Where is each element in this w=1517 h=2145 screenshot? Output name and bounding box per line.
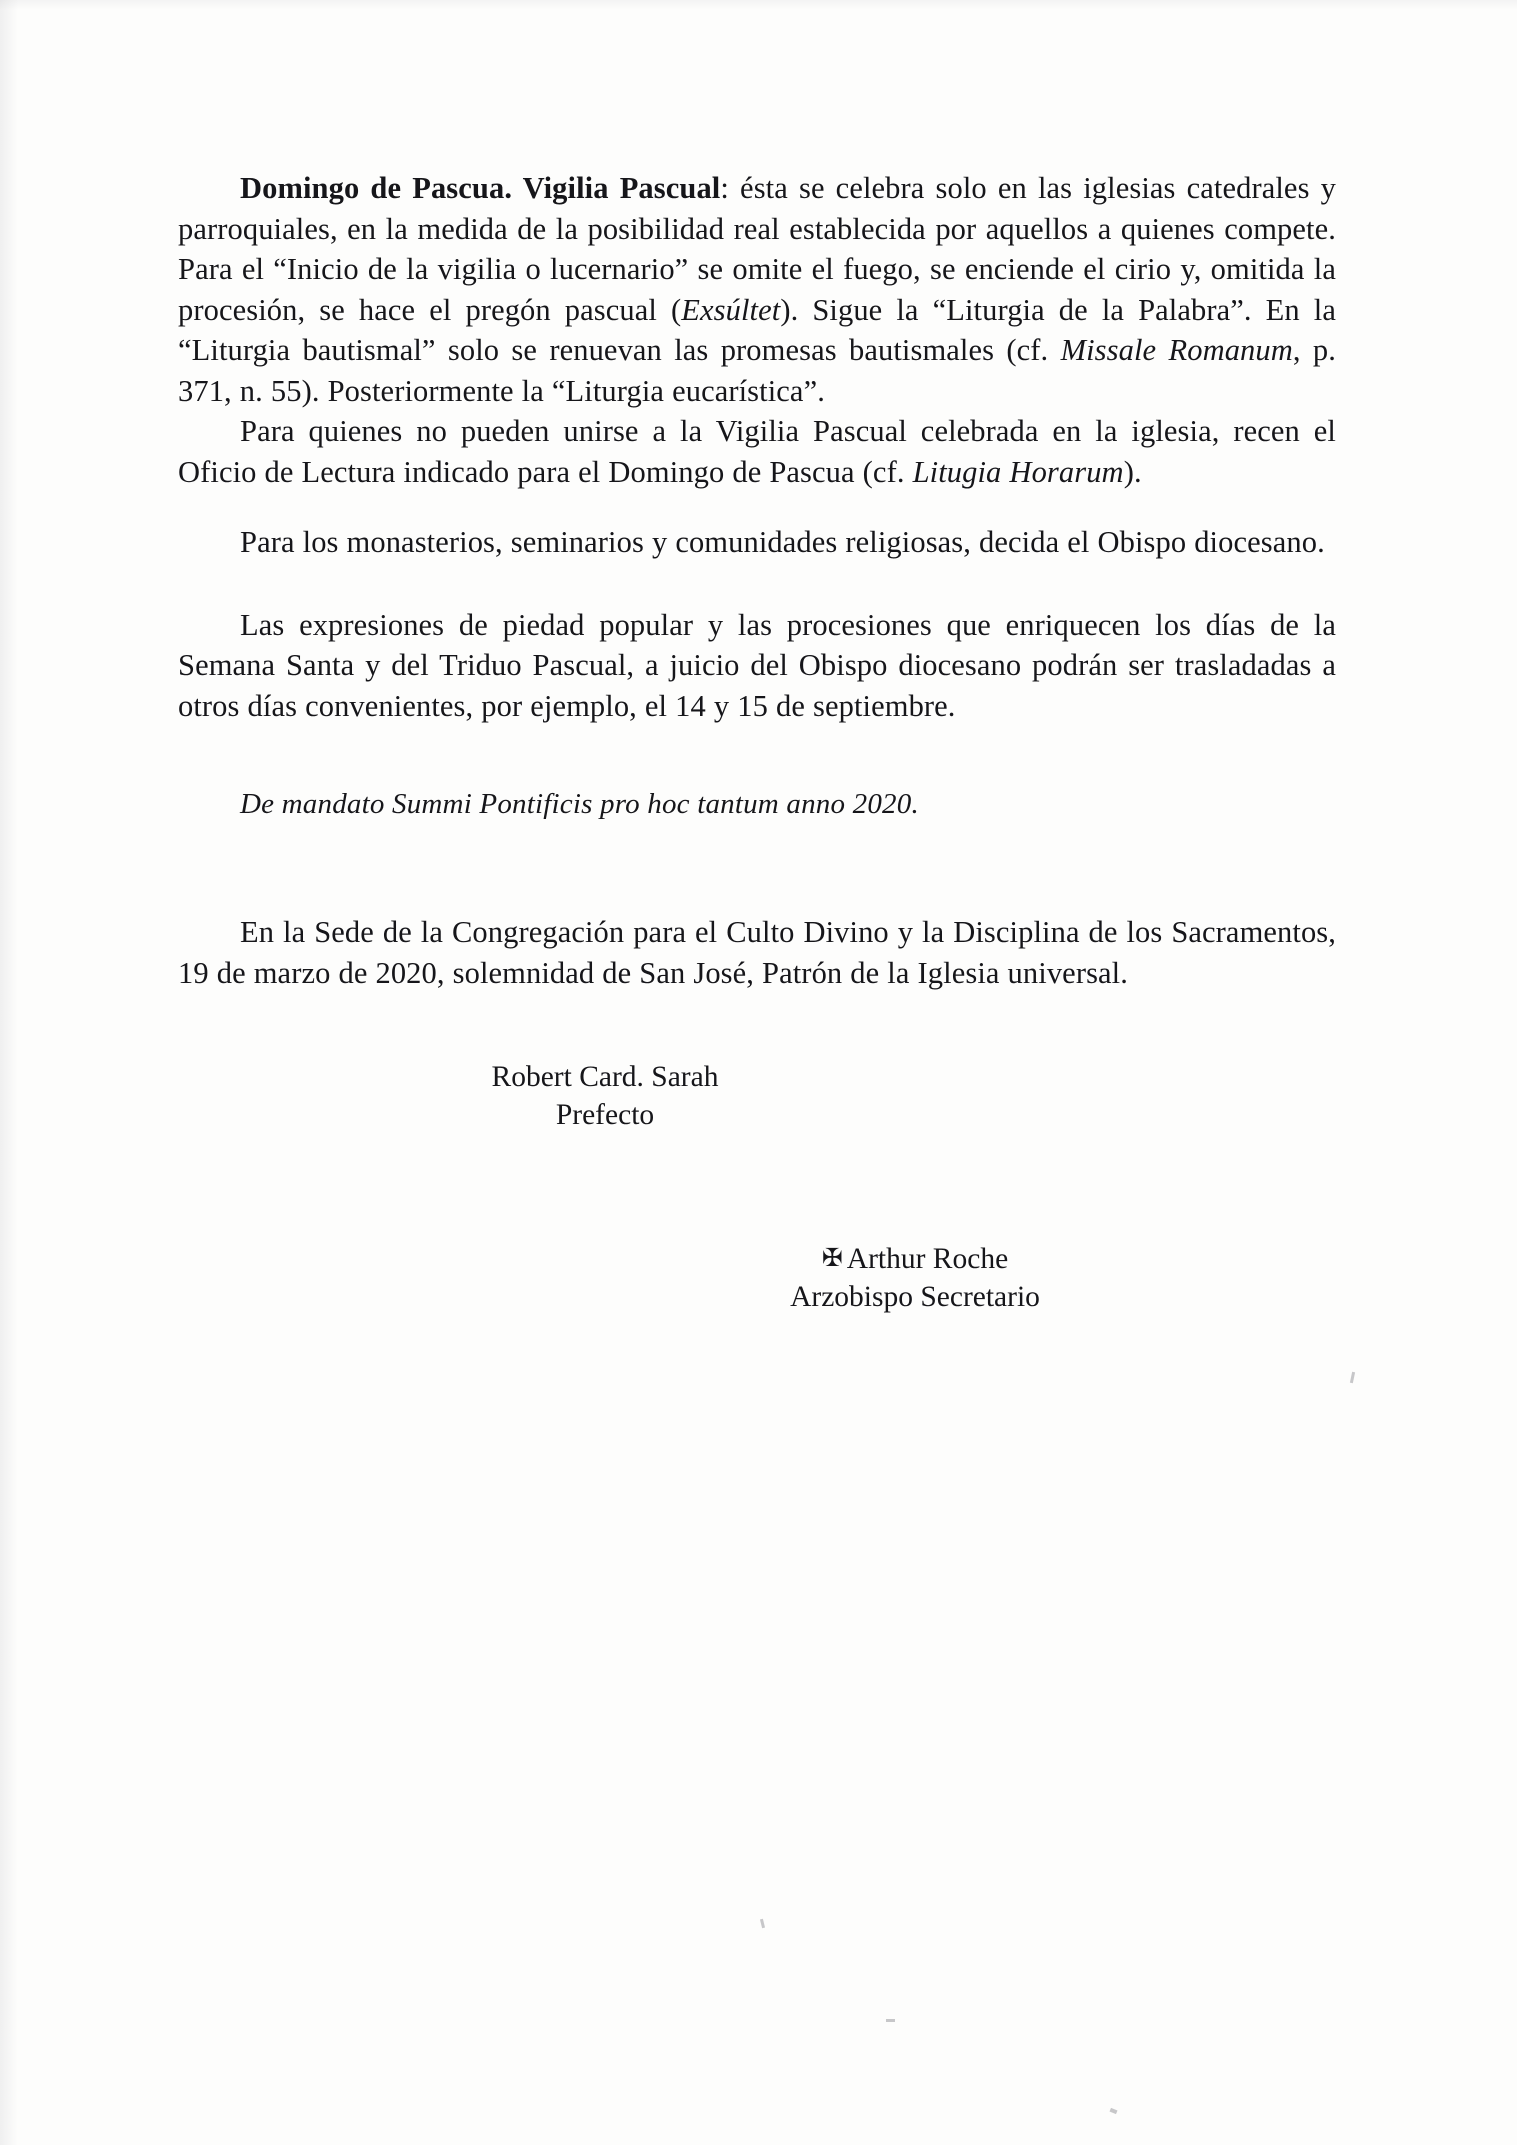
scan-speck — [886, 2019, 895, 2022]
paragraph-vigilia-no-unirse — [178, 411, 1336, 492]
citation-exsultet: Exsúltet — [681, 292, 781, 327]
paragraph-piedad-popular: Las expresiones de piedad popular y las procesiones que enriquecen los días de la Semana Santa y del Triduo Pascual, a juicio del Obispo diocesano podrán ser trasladadas a otros días convenientes, por ejemplo, el 14 y 15 de septiembre. — [178, 607, 1336, 723]
scan-speck — [1350, 1372, 1355, 1383]
citation-missale-romanum: Missale Romanum — [1060, 333, 1293, 367]
signature-secretary-name: Arthur Roche — [846, 1243, 1009, 1275]
paragraph-monasterios: Para los monasterios, seminarios y comunidades religiosas, decida el Obispo diocesano. — [240, 525, 1325, 559]
mandate-line: De mandato Summi Pontificis pro hoc tantum anno 2020. — [240, 788, 919, 820]
paragraph-text-1c: , p. 371, n. 55). Posteriormente la “Liturgia eucarística”. — [178, 333, 1336, 408]
document-body — [178, 168, 1336, 993]
signature-secretary — [700, 1240, 1130, 1316]
paragraph-domingo-de-pascua — [178, 168, 1336, 411]
paragraph-text-1a: : ésta se celebra solo en las iglesias catedrales y parroquiales, en la medida de la posibilidad real establecida por aquellos a quienes compete. Para el “Inicio de la vigilia o lucernario” se omite el fuego, se enciende el cirio y, omitida la procesión, se hace el pregón pascual ( — [178, 171, 1336, 327]
signature-secretary-title: Arzobispo Secretario — [790, 1281, 1040, 1313]
paragraph-closing-place-date: En la Sede de la Congregación para el Culto Divino y la Disciplina de los Sacramentos, 19 de marzo de 2020, solemnidad de San José, Patrón de la Iglesia universal. — [178, 915, 1336, 990]
paragraph-text-1b: ). Sigue la “Liturgia de la Palabra”. En la “Liturgia bautismal” solo se renuevan las promesas bautismales (cf. — [178, 292, 1336, 367]
scan-speck — [760, 1919, 765, 1928]
spacer — [178, 824, 1336, 882]
signature-secretary-name-line — [700, 1240, 1130, 1278]
paragraph-lead-bold: Domingo de Pascua. Vigilia Pascual — [240, 171, 721, 205]
signature-prefect-name: Robert Card. Sarah — [491, 1061, 719, 1093]
signature-prefect — [430, 1058, 780, 1134]
spacer — [178, 726, 1336, 784]
scan-edge-shadow-left — [0, 0, 18, 2145]
maltese-cross-icon: ✠ — [821, 1243, 843, 1272]
citation-litugia-horarum: Litugia Horarum — [912, 454, 1124, 489]
scan-edge-shadow-top — [0, 0, 1517, 10]
paragraph-text-2b: ). — [1123, 454, 1142, 489]
spacer — [178, 563, 1336, 605]
spacer — [178, 882, 1336, 912]
spacer — [178, 492, 1336, 522]
signature-prefect-title: Prefecto — [555, 1099, 655, 1131]
scan-speck — [1110, 2108, 1118, 2114]
paragraph-text-2a: Para quienes no pueden unirse a la Vigilia Pascual celebrada en la iglesia, recen el Oficio de Lectura indicado para el Domingo de Pascua (cf. — [178, 414, 1336, 489]
